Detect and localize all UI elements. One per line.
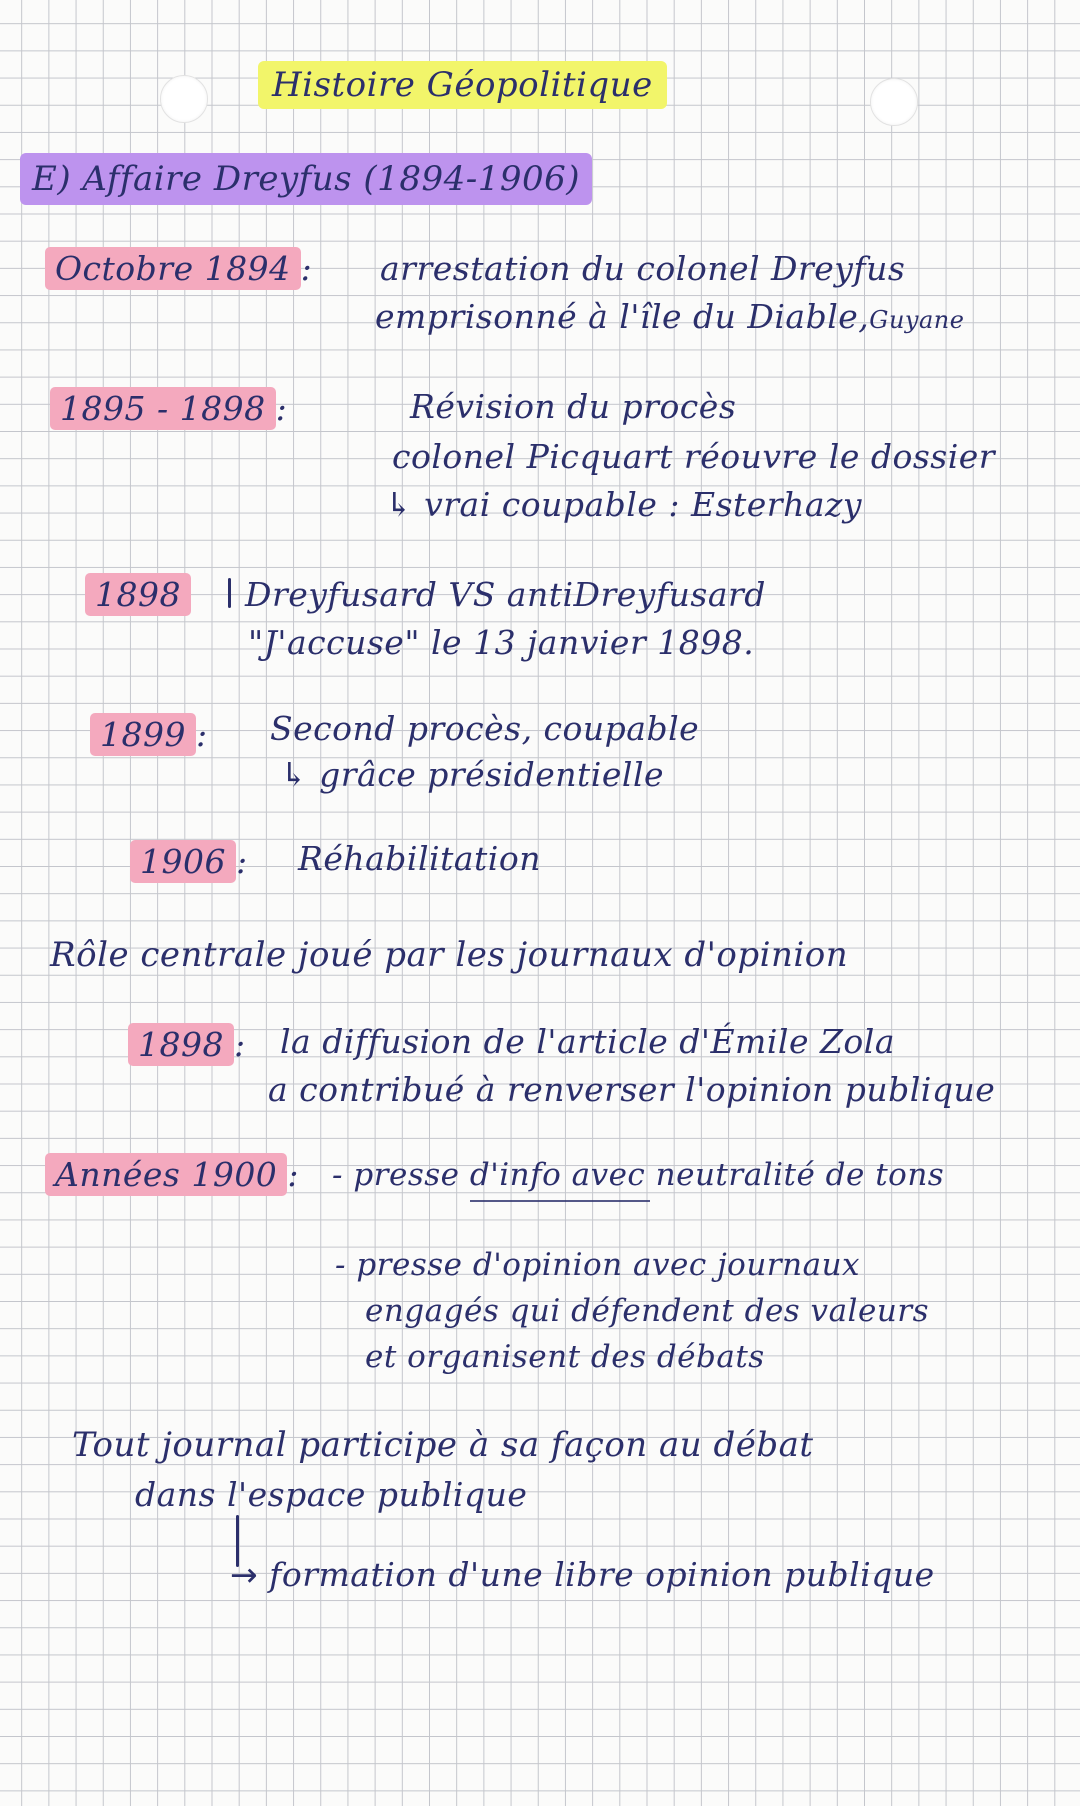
- timeline-date: 1899 :: [90, 718, 208, 751]
- zola-date: 1898 :: [128, 1028, 246, 1061]
- timeline-text: ↳ grâce présidentielle: [280, 755, 665, 794]
- arrow-right-icon: →: [230, 1555, 259, 1594]
- underline-stroke: [470, 1200, 650, 1202]
- timeline-text: emprisonné à l'île du Diable,Guyane: [375, 297, 965, 336]
- annees-bullet: - presse d'info avec neutralité de tons: [332, 1157, 945, 1193]
- arrow-line: → formation d'une libre opinion publique: [230, 1555, 935, 1594]
- timeline-text: Second procès, coupable: [270, 709, 700, 748]
- divider-stroke: [228, 578, 231, 608]
- annees-bullet: engagés qui défendent des valeurs: [365, 1293, 930, 1329]
- timeline-text: Dreyfusard VS antiDreyfusard: [245, 575, 766, 614]
- page-title-text: Histoire Géopolitique: [258, 61, 667, 109]
- timeline-date: 1906 :: [130, 845, 248, 878]
- timeline-text: ↳ vrai coupable : Esterhazy: [385, 485, 863, 524]
- conclusion-text: dans l'espace publique: [135, 1475, 528, 1514]
- role-heading: Rôle centrale joué par les journaux d'opinion: [50, 935, 849, 975]
- timeline-text: Révision du procès: [410, 387, 737, 426]
- annees-date: Années 1900 :: [45, 1158, 299, 1191]
- section-heading: [20, 159, 592, 199]
- timeline-text: Réhabilitation: [298, 839, 541, 878]
- timeline-date: Octobre 1894 :: [45, 252, 312, 285]
- section-heading-text: E) Affaire Dreyfus (1894-1906): [20, 153, 592, 205]
- zola-text: la diffusion de l'article d'Émile Zola: [280, 1022, 895, 1061]
- timeline-text: colonel Picquart réouvre le dossier: [392, 437, 996, 476]
- punch-hole-right: [870, 78, 918, 126]
- page-title: [258, 65, 667, 105]
- conclusion-text: Tout journal participe à sa façon au débat: [72, 1425, 814, 1465]
- annees-bullet: - presse d'opinion avec journaux: [335, 1247, 861, 1283]
- annees-bullet: et organisent des débats: [365, 1339, 765, 1375]
- timeline-text: "J'accuse" le 13 janvier 1898.: [248, 623, 755, 662]
- zola-text: a contribué à renverser l'opinion publique: [268, 1070, 996, 1109]
- timeline-date: 1895 - 1898 :: [50, 392, 287, 425]
- timeline-text-extra: Guyane: [869, 306, 965, 334]
- timeline-date: 1898: [85, 578, 191, 611]
- timeline-text: arrestation du colonel Dreyfus: [380, 249, 906, 288]
- punch-hole-left: [160, 75, 208, 123]
